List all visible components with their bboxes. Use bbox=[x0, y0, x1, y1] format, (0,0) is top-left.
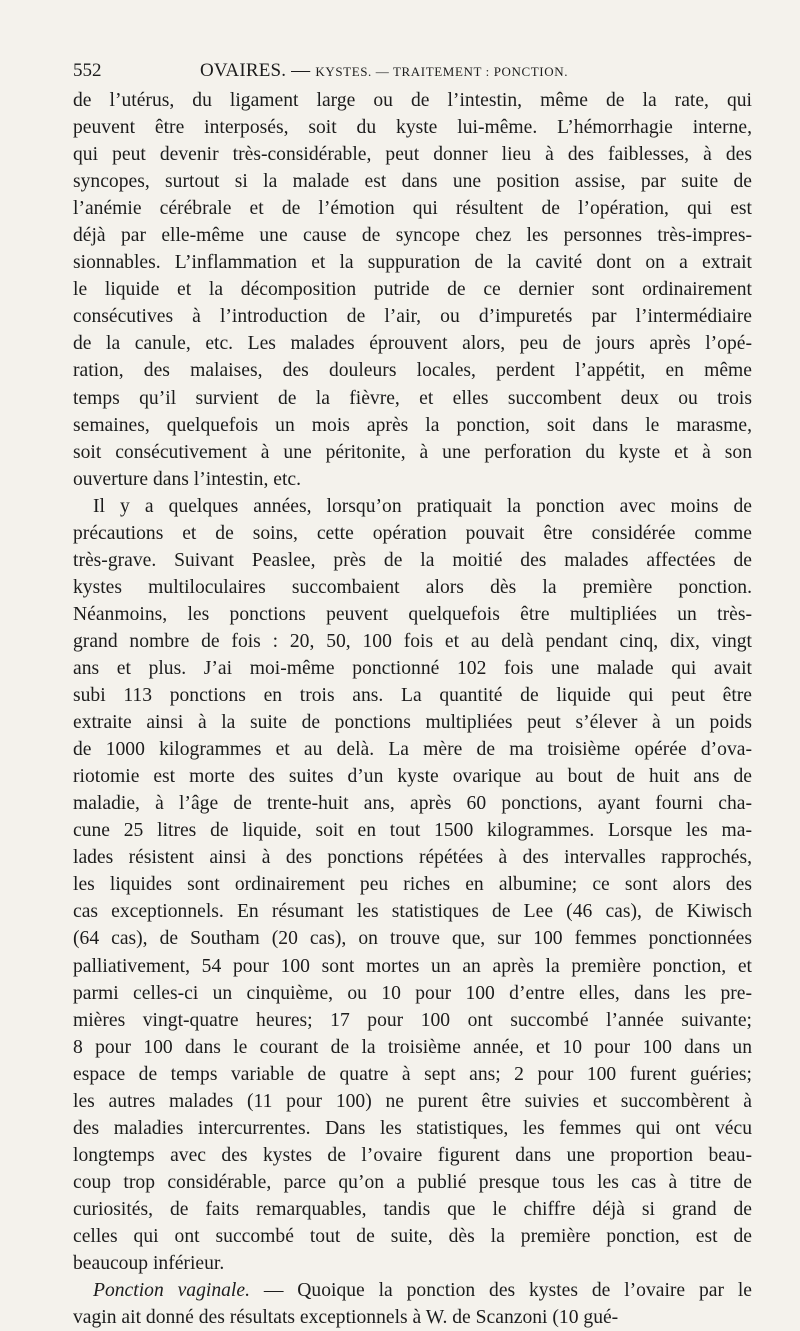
text-line: qui peut devenir très-considérable, peut donner lieu à des faiblesses, à des bbox=[73, 144, 752, 166]
text-line: kystes multiloculaires succombaient alors dès la première ponction. bbox=[73, 576, 752, 598]
text-line: très-grave. Suivant Peaslee, près de la moitié des malades affectées de bbox=[73, 549, 752, 571]
text-line: de l’utérus, du ligament large ou de l’intestin, même de la rate, qui bbox=[73, 90, 752, 111]
text-line: le liquide et la décomposition putride de ce dernier sont ordinairement bbox=[73, 279, 752, 301]
text-line: précautions et de soins, cette opération pouvait être considérée comme bbox=[73, 522, 752, 544]
text-line: (64 cas), de Southam (20 cas), on trouve que, sur 100 femmes ponctionnées bbox=[73, 928, 752, 950]
text-line: semaines, quelquefois un mois après la ponction, soit dans le marasme, bbox=[73, 414, 752, 436]
running-title-rest: KYSTES. — TRAITEMENT : PONCTION. bbox=[315, 64, 569, 79]
text-line: vagin ait donné des résultats exceptionnels à W. de Scanzoni (10 gué- bbox=[73, 1307, 619, 1329]
text-line: sionnables. L’inflammation et la suppuration de la cavité dont on a extrait bbox=[73, 252, 752, 274]
text-line: cune 25 litres de liquide, soit en tout 1500 kilogrammes. Lorsque les ma- bbox=[73, 820, 752, 842]
text-line: l’anémie cérébrale et de l’émotion qui résultent de l’opération, qui est bbox=[73, 198, 752, 220]
text-line: consécutives à l’introduction de l’air, ou d’impuretés par l’intermédiaire bbox=[73, 306, 752, 328]
text-line: longtemps avec des kystes de l’ovaire figurent dans une proportion beau- bbox=[73, 1144, 752, 1166]
text-line: les autres malades (11 pour 100) ne purent être suivies et succombèrent à bbox=[73, 1090, 752, 1112]
paragraph-3 bbox=[73, 1277, 752, 1331]
text-line: subi 113 ponctions en trois ans. La quantité de liquide qui peut être bbox=[73, 685, 752, 707]
text-line: cas exceptionnels. En résumant les statistiques de Lee (46 cas), de Kiwisch bbox=[73, 901, 752, 923]
text-line: espace de temps variable de quatre à sept ans; 2 pour 100 furent guéries; bbox=[73, 1063, 752, 1085]
body-text bbox=[73, 87, 752, 1331]
text-line: de la canule, etc. Les malades éprouvent alors, peu de jours après l’opé- bbox=[73, 333, 752, 355]
text-line: ouverture dans l’intestin, etc. bbox=[73, 468, 301, 490]
text-line: syncopes, surtout si la malade est dans une position assise, par suite de bbox=[73, 171, 752, 193]
text-line: lades résistent ainsi à des ponctions répétées à des intervalles rapprochés, bbox=[73, 847, 752, 869]
text-line: de 1000 kilogrammes et au delà. La mère de ma troisième opérée d’ova- bbox=[73, 739, 752, 761]
paragraph-2 bbox=[73, 493, 752, 1277]
page-number: 552 bbox=[73, 60, 102, 81]
text-line: Il y a quelques années, lorsqu’on pratiquait la ponction avec moins de bbox=[93, 495, 752, 517]
text-line: Néanmoins, les ponctions peuvent quelquefois être multipliées un très- bbox=[73, 603, 752, 625]
text-line: soit consécutivement à une péritonite, à une perforation du kyste et à son bbox=[73, 441, 752, 463]
text-line: palliativement, 54 pour 100 sont mortes un an après la première ponction, et bbox=[73, 955, 752, 977]
text-line: curiosités, de faits remarquables, tandis que le chiffre déjà si grand de bbox=[73, 1198, 752, 1220]
text-line: beaucoup inférieur. bbox=[73, 1253, 225, 1275]
text-line: coup trop considérable, parce qu’on a publié presque tous les cas à titre de bbox=[73, 1171, 752, 1193]
text-line: ans et plus. J’ai moi-même ponctionné 102 fois une malade qui avait bbox=[73, 657, 752, 679]
text-line: grand nombre de fois : 20, 50, 100 fois et au delà pendant cinq, dix, vingt bbox=[73, 630, 752, 652]
running-title bbox=[200, 56, 568, 87]
text-line: 8 pour 100 dans le courant de la troisième année, et 10 pour 100 dans un bbox=[73, 1036, 752, 1058]
running-header bbox=[73, 56, 753, 86]
text-line: parmi celles-ci un cinquième, ou 10 pour 100 d’entre elles, dans les pre- bbox=[73, 982, 752, 1004]
text-line bbox=[73, 1277, 752, 1304]
text-line-rest: — Quoique la ponction des kystes de l’ovaire par le bbox=[249, 1280, 752, 1302]
text-line: riotomie est morte des suites d’un kyste ovarique au bout de huit ans de bbox=[73, 766, 752, 788]
text-line: déjà par elle-même une cause de syncope chez les personnes très-impres- bbox=[73, 225, 752, 247]
text-line: ration, des malaises, des douleurs locales, perdent l’appétit, en même bbox=[73, 360, 752, 382]
text-line: celles qui ont succombé tout de suite, dès la première ponction, est de bbox=[73, 1225, 752, 1247]
section-heading: Ponction vaginale. bbox=[93, 1280, 250, 1302]
paragraph-1 bbox=[73, 87, 752, 493]
text-line: maladie, à l’âge de trente-huit ans, après 60 ponctions, ayant fourni cha- bbox=[73, 793, 752, 815]
text-line: extraite ainsi à la suite de ponctions multipliées peut s’élever à un poids bbox=[73, 712, 752, 734]
text-line: les liquides sont ordinairement peu riches en albumine; ce sont alors des bbox=[73, 874, 752, 896]
running-title-main: OVAIRES. — bbox=[200, 60, 316, 81]
text-line: mières vingt-quatre heures; 17 pour 100 ont succombé l’année suivante; bbox=[73, 1009, 752, 1031]
text-line: des maladies intercurrentes. Dans les statistiques, les femmes qui ont vécu bbox=[73, 1117, 752, 1139]
text-line: temps qu’il survient de la fièvre, et elles succombent deux ou trois bbox=[73, 387, 752, 409]
text-line: peuvent être interposés, soit du kyste lui-même. L’hémorrhagie interne, bbox=[73, 117, 752, 139]
